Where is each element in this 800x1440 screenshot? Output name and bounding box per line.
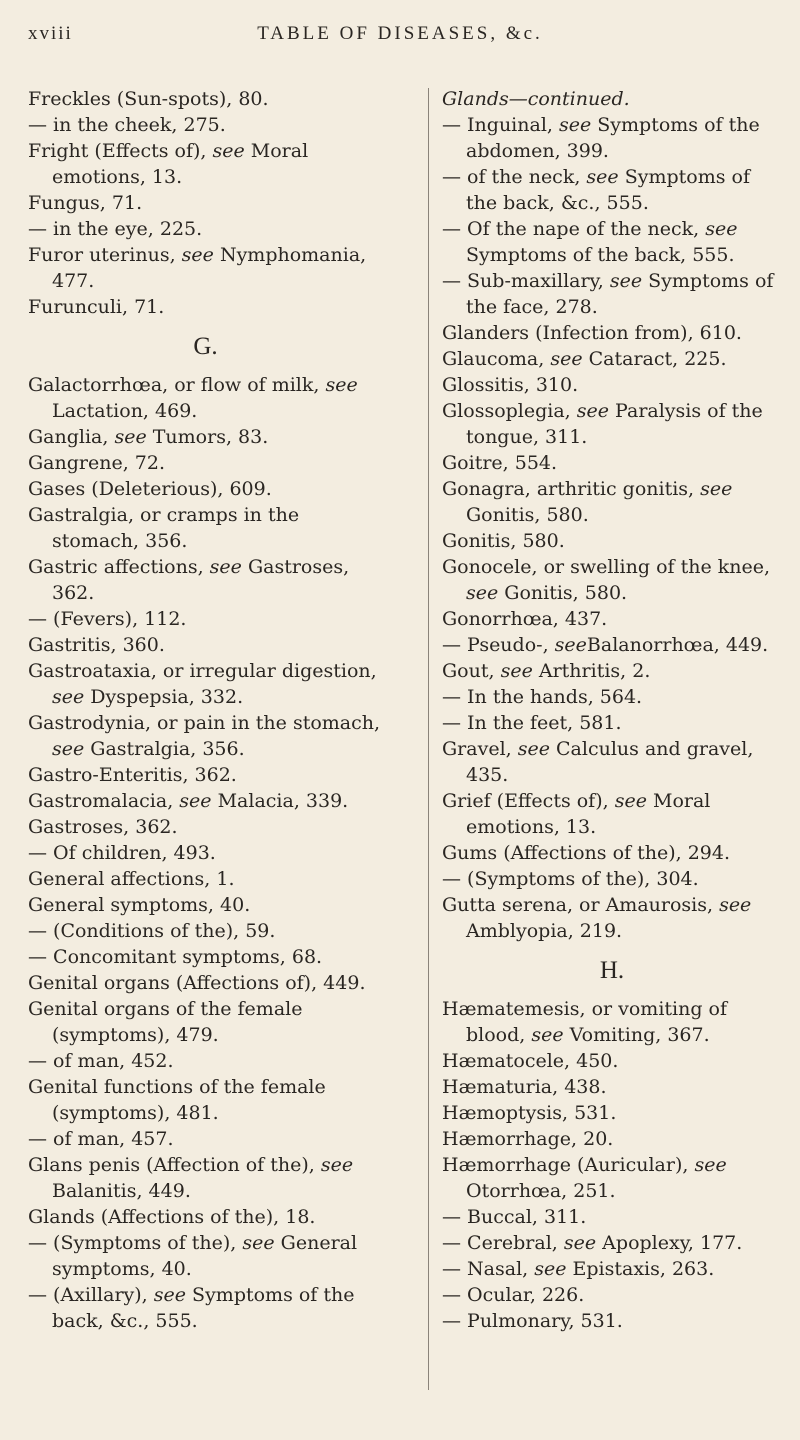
index-entry: General affections, 1. (28, 868, 235, 890)
entry-term: Glaucoma, (442, 348, 551, 370)
entry-target: Lactation, 469. (52, 400, 198, 422)
index-entry: Genital organs (Affections of), 449. (28, 972, 366, 994)
see-reference: see (114, 426, 147, 448)
index-entry (28, 788, 383, 814)
see-reference: see (614, 790, 647, 812)
entry-term: — (Symptoms of the), (28, 1232, 243, 1254)
entry-target: General symptoms, 40. (52, 1232, 358, 1280)
entry-term: Gravel, (442, 738, 518, 760)
entry-target: Paralysis of the tongue, 311. (466, 400, 763, 448)
entry-target: Balanorrhœa, 449. (586, 634, 769, 656)
index-entry (442, 736, 782, 788)
entry-term: — Inguinal, (442, 114, 559, 136)
index-entry: — In the feet, 581. (442, 712, 622, 734)
index-entry: Fungus, 71. (28, 192, 143, 214)
index-entry (28, 554, 383, 606)
section-letter: H. (599, 957, 625, 984)
entry-target: Otorrhœa, 251. (466, 1180, 616, 1202)
index-entry (442, 632, 782, 658)
see-reference: see (700, 478, 733, 500)
column-divider (428, 88, 429, 1390)
index-entry: Hæmaturia, 438. (442, 1076, 607, 1098)
left-column (28, 86, 383, 1334)
see-reference: see (153, 1284, 187, 1306)
index-entry (442, 1256, 782, 1282)
entry-term: Grief (Effects of), (442, 790, 615, 812)
index-entry: Furunculi, 71. (28, 296, 165, 318)
index-entry (442, 112, 782, 164)
entry-target: Symptoms of the back, &c., 555. (466, 166, 750, 214)
entry-target: Moral emotions, 13. (466, 790, 711, 838)
index-entry: — Concomitant symptoms, 68. (28, 946, 323, 968)
entry-term: Gastromalacia, (28, 790, 180, 812)
index-entry (28, 1152, 383, 1204)
entry-term: Gastroataxia, or irregular digestion, (28, 660, 377, 682)
entry-target: Symptoms of the face, 278. (466, 270, 774, 318)
entry-term: — Cerebral, (442, 1232, 564, 1254)
see-reference: see (179, 790, 212, 812)
index-entry: Gonorrhœa, 437. (442, 608, 608, 630)
entry-target: Moral emotions, 13. (52, 140, 309, 188)
entry-term: — of the neck, (442, 166, 587, 188)
entry-term: — Pseudo-, (442, 634, 555, 656)
index-entry: Gastralgia, or cramps in the stomach, 356. (28, 504, 300, 552)
index-entry (28, 710, 383, 762)
index-entry: Gastroses, 362. (28, 816, 178, 838)
entry-target: Malacia, 339. (211, 790, 349, 812)
entry-term: Gonagra, arthritic gonitis, (442, 478, 701, 500)
index-entry (28, 1230, 383, 1282)
entry-target: Tumors, 83. (146, 426, 269, 448)
entry-term: Fright (Effects of), (28, 140, 213, 162)
entry-term: Glossoplegia, (442, 400, 577, 422)
index-entry: — Pulmonary, 531. (442, 1310, 623, 1332)
see-reference: see (563, 1232, 597, 1254)
entry-target: Apoplexy, 177. (596, 1232, 743, 1254)
entry-term: Gout, (442, 660, 501, 682)
see-reference: see (517, 738, 550, 760)
index-entry: Glossitis, 310. (442, 374, 579, 396)
index-entry (442, 216, 782, 268)
entry-term: Gastric affections, (28, 556, 210, 578)
entry-term: Hæmorrhage (Auricular), (442, 1154, 695, 1176)
index-entry: — (Fevers), 112. (28, 608, 187, 630)
index-entry: Gums (Affections of the), 294. (442, 842, 731, 864)
index-entry (28, 658, 383, 710)
entry-target: Cataract, 225. (582, 348, 727, 370)
index-entry: Gastritis, 360. (28, 634, 165, 656)
entry-term: Gastrodynia, or pain in the stomach, (28, 712, 381, 734)
entry-target: Balanitis, 449. (52, 1180, 191, 1202)
see-reference: see (719, 894, 752, 916)
index-entry: General symptoms, 40. (28, 894, 251, 916)
index-entry (442, 1230, 782, 1256)
index-entry: Genital functions of the female (symptoms), 481. (28, 1076, 326, 1124)
index-entry: Glands (Affections of the), 18. (28, 1206, 316, 1228)
entry-term: Gonocele, or swelling of the knee, (442, 556, 771, 578)
index-entry: — In the hands, 564. (442, 686, 643, 708)
right-column (442, 86, 782, 1334)
see-reference: see (609, 270, 643, 292)
index-entry (28, 242, 383, 294)
entry-target: Gonitis, 580. (466, 504, 589, 526)
index-entry: — Of children, 493. (28, 842, 216, 864)
index-entry: Hæmorrhage, 20. (442, 1128, 614, 1150)
index-entry: Gangrene, 72. (28, 452, 166, 474)
index-entry: — (Conditions of the), 59. (28, 920, 276, 942)
see-reference: see (500, 660, 533, 682)
index-entry: Freckles (Sun-spots), 80. (28, 88, 269, 110)
entry-term: — Nasal, (442, 1258, 535, 1280)
entry-target: Symptoms of the back, &c., 555. (52, 1284, 355, 1332)
index-entry: — of man, 457. (28, 1128, 174, 1150)
index-entry: Gastro-Enteritis, 362. (28, 764, 237, 786)
index-entry (442, 398, 782, 450)
see-reference: see (531, 1024, 564, 1046)
see-reference: see (694, 1154, 727, 1176)
entry-term: Furor uterinus, (28, 244, 182, 266)
page-header (28, 14, 772, 54)
running-title: TABLE OF DISEASES, &c. (257, 23, 543, 44)
entry-target: Nymphomania, 477. (52, 244, 367, 292)
index-entry (28, 138, 383, 190)
index-entry (442, 788, 782, 840)
see-reference: see (52, 686, 85, 708)
entry-target: Epistaxis, 263. (566, 1258, 715, 1280)
index-entry (28, 372, 383, 424)
index-entry: — Buccal, 311. (442, 1206, 587, 1228)
entry-target: Dyspepsia, 332. (84, 686, 244, 708)
index-entry: — (Symptoms of the), 304. (442, 868, 699, 890)
index-entry: — Ocular, 226. (442, 1284, 585, 1306)
index-entry: — in the eye, 225. (28, 218, 203, 240)
entry-target: Arthritis, 2. (532, 660, 651, 682)
entry-term: — (Axillary), (28, 1284, 154, 1306)
page-number: xviii (28, 23, 73, 44)
index-entry: — of man, 452. (28, 1050, 174, 1072)
index-entry: Genital organs of the female (symptoms), 479. (28, 998, 303, 1046)
entry-term: Gutta serena, or Amaurosis, (442, 894, 720, 916)
index-entry (28, 1282, 383, 1334)
see-reference: see (320, 1154, 354, 1176)
see-reference: see (550, 348, 583, 370)
see-reference: see (325, 374, 358, 396)
see-reference: see (212, 140, 245, 162)
index-entry (442, 996, 782, 1048)
see-reference: see (242, 1232, 275, 1254)
entry-target: Vomiting, 367. (563, 1024, 710, 1046)
index-entry: Gonitis, 580. (442, 530, 565, 552)
entry-term: — Of the nape of the neck, (442, 218, 706, 240)
index-entry (442, 658, 782, 684)
see-reference: see (466, 582, 499, 604)
index-entry: Glanders (Infection from), 610. (442, 322, 742, 344)
entry-term: Galactorrhœa, or flow of milk, (28, 374, 326, 396)
see-reference: see (534, 1258, 567, 1280)
entry-target: Calculus and gravel, 435. (466, 738, 754, 786)
see-reference: see (209, 556, 242, 578)
entry-term: Hæmatemesis, or vomiting of blood, (442, 998, 728, 1046)
index-entry: Hæmoptysis, 531. (442, 1102, 617, 1124)
entry-target: Gastroses, 362. (52, 556, 350, 604)
index-entry (28, 424, 383, 450)
index-entry: Gases (Deleterious), 609. (28, 478, 272, 500)
entry-term: Ganglia, (28, 426, 115, 448)
index-entry (442, 554, 782, 606)
see-reference: see (52, 738, 85, 760)
index-entry (442, 268, 782, 320)
index-entry: — in the cheek, 275. (28, 114, 226, 136)
entry-target: Gastralgia, 356. (84, 738, 245, 760)
see-reference: see (576, 400, 610, 422)
index-entry (442, 476, 782, 528)
entry-term: Glans penis (Affection of the), (28, 1154, 321, 1176)
section-letter: G. (193, 333, 218, 360)
entry-target: Gonitis, 580. (498, 582, 628, 604)
index-entry: Goitre, 554. (442, 452, 558, 474)
index-entry (442, 346, 782, 372)
entry-target: Symptoms of the back, 555. (466, 244, 735, 266)
entry-target: Amblyopia, 219. (466, 920, 623, 942)
see-reference: see (705, 218, 738, 240)
index-entry: Hæmatocele, 450. (442, 1050, 619, 1072)
see-reference: see (554, 634, 587, 656)
see-reference: see (586, 166, 619, 188)
see-reference: see (181, 244, 214, 266)
continued-heading: Glands—continued. (442, 88, 630, 110)
index-entry (442, 164, 782, 216)
entry-target: Symptoms of the abdomen, 399. (466, 114, 760, 162)
index-entry (442, 1152, 782, 1204)
entry-term: — Sub-maxillary, (442, 270, 610, 292)
see-reference: see (558, 114, 592, 136)
index-entry (442, 892, 782, 944)
